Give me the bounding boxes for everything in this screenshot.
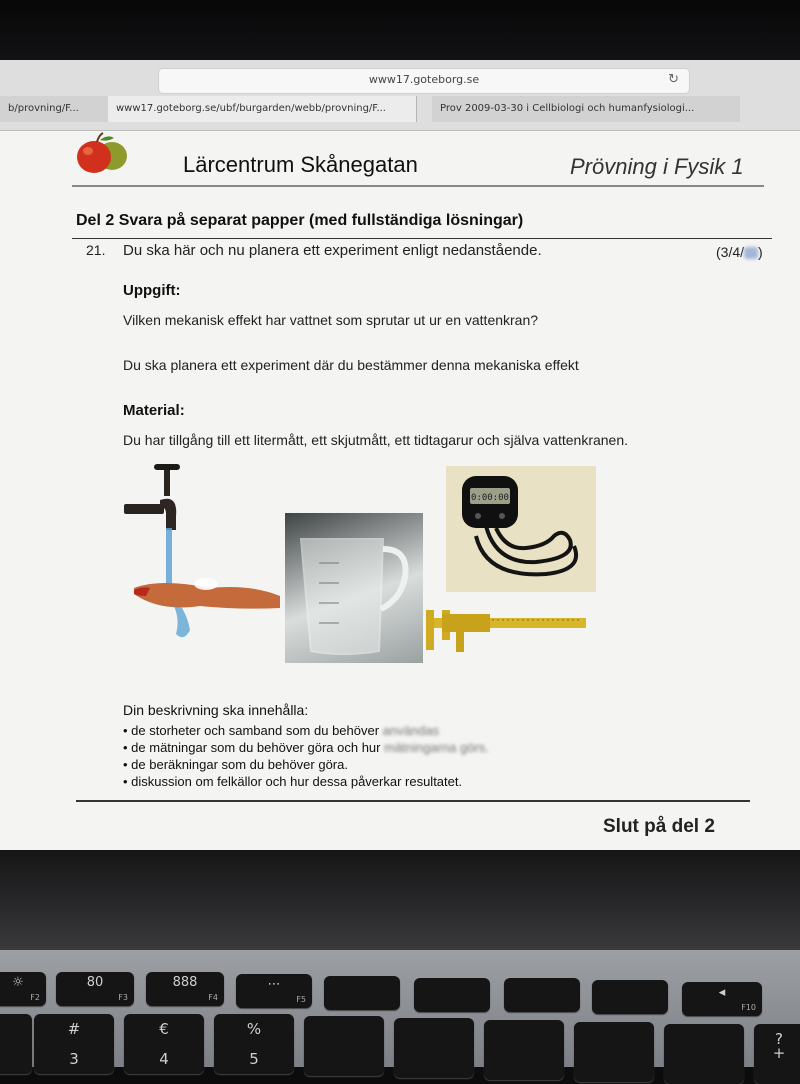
material-text: Du har tillgång till ett litermått, ett skjutmått, ett tidtagarur och själva vattenkranen. (123, 432, 629, 448)
points-text: (3/4/ (716, 244, 745, 260)
mission-control-icon: 80 (86, 975, 104, 990)
list-item (123, 773, 489, 790)
f2-key[interactable] (0, 972, 46, 1006)
measuring-jug-image (285, 513, 423, 663)
address-bar[interactable] (158, 68, 690, 94)
requirement-list (123, 722, 489, 790)
list-item (123, 739, 489, 756)
f3-key[interactable] (56, 972, 134, 1006)
key-symbol: ? (775, 1030, 783, 1048)
task-question: Vilken mekanisk effekt har vattnet som sprutar ut ur en vattenkran? (123, 312, 539, 328)
key-5[interactable] (214, 1014, 294, 1074)
browser-tab[interactable]: Prov 2009-03-30 i Cellbiologi och humanfysiologi... (432, 96, 740, 122)
key-symbol: % (246, 1020, 262, 1038)
f7-key[interactable] (414, 978, 490, 1012)
number-key[interactable] (0, 1014, 32, 1074)
keyboard-light-icon: ⋯ (267, 977, 281, 992)
key-9[interactable] (574, 1022, 654, 1082)
reload-icon[interactable]: ↻ (668, 72, 679, 87)
f9-key[interactable] (592, 980, 668, 1014)
f6-key[interactable] (324, 976, 400, 1010)
keyboard (0, 950, 800, 1067)
key-symbol: € (159, 1020, 169, 1038)
list-item-text: de mätningar som du behöver göra och hur (131, 740, 381, 755)
key-label: F4 (208, 993, 218, 1002)
section-divider (72, 238, 772, 239)
key-number: 5 (249, 1050, 259, 1068)
list-item (123, 756, 489, 773)
browser-tab[interactable]: b/provning/F... (0, 96, 109, 122)
brightness-icon: ☼ (12, 975, 24, 990)
document-page (0, 130, 800, 850)
question-points (716, 244, 763, 260)
apple-logo (72, 132, 132, 176)
list-item (123, 722, 489, 739)
document-subtitle: Prövning i Fysik 1 (570, 154, 744, 179)
mute-icon: ◂ (718, 985, 726, 1000)
laptop-screen (0, 60, 800, 850)
header-divider (72, 185, 764, 187)
key-plus[interactable] (754, 1024, 800, 1084)
key-number: + (772, 1044, 786, 1062)
section-heading: Del 2 Svara på separat papper (med fullständiga lösningar) (76, 212, 524, 229)
list-item-text: de storheter och samband som du behöver (131, 723, 380, 738)
material-label: Material: (123, 402, 185, 419)
list-item-text: diskussion om felkällor och hur dessa påverkar resultatet. (131, 774, 463, 789)
browser-chrome (0, 60, 800, 131)
document-title: Lärcentrum Skånegatan (183, 152, 418, 177)
points-close: ) (758, 244, 763, 260)
address-text: www17.goteborg.se (368, 73, 480, 86)
question-number: 21. (86, 242, 106, 258)
key-number: 4 (159, 1050, 169, 1068)
faucet-image (120, 460, 280, 645)
f8-key[interactable] (504, 978, 580, 1012)
end-divider (76, 800, 750, 802)
stopwatch-image (446, 466, 596, 592)
description-intro: Din beskrivning ska innehålla: (123, 702, 309, 718)
browser-tab-active[interactable]: www17.goteborg.se/ubf/burgarden/webb/provning/F... (108, 96, 417, 122)
key-8[interactable] (484, 1020, 564, 1080)
key-number: 3 (69, 1050, 79, 1068)
end-of-section-text: Slut på del 2 (603, 816, 715, 837)
f10-key[interactable] (682, 982, 762, 1016)
blurred-text: mätningarna görs. (384, 740, 489, 755)
key-0[interactable] (664, 1024, 744, 1084)
list-item-text: de beräkningar som du behöver göra. (131, 757, 348, 772)
svg-text:0:00:00: 0:00:00 (471, 493, 509, 503)
key-3[interactable] (34, 1014, 114, 1074)
key-label: F10 (741, 1003, 756, 1012)
redacted-mark (744, 247, 758, 259)
f4-key[interactable] (146, 972, 224, 1006)
key-7[interactable] (394, 1018, 474, 1078)
launchpad-icon: 888 (172, 975, 198, 990)
question-text: Du ska här och nu planera ett experiment enligt nedanstående. (123, 242, 542, 259)
key-label: F3 (118, 993, 128, 1002)
task-label: Uppgift: (123, 282, 181, 299)
blurred-text: användas (382, 723, 440, 738)
caliper-image (420, 606, 590, 658)
laptop-bottom-bezel (0, 850, 800, 950)
key-4[interactable] (124, 1014, 204, 1074)
laptop-top-bezel (0, 0, 800, 60)
key-label: F2 (30, 993, 40, 1002)
key-label: F5 (296, 995, 306, 1004)
task-instruction: Du ska planera ett experiment där du bestämmer denna mekaniska effekt (123, 357, 579, 373)
f5-key[interactable] (236, 974, 312, 1008)
key-6[interactable] (304, 1016, 384, 1076)
key-symbol: # (67, 1020, 81, 1038)
